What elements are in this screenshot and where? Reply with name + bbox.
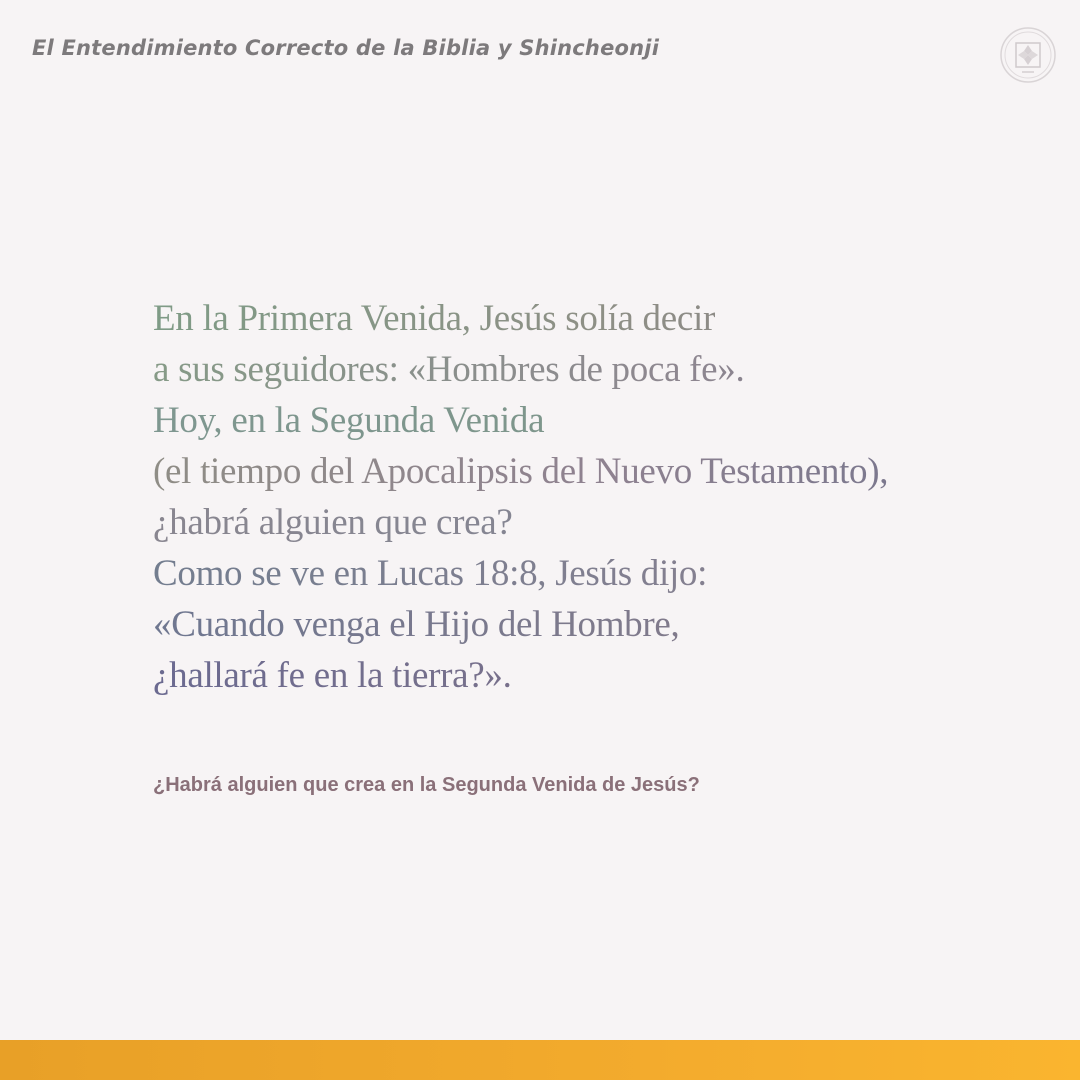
main-message xyxy=(153,293,1033,701)
subtitle-question: ¿Habrá alguien que crea en la Segunda Venida de Jesús? xyxy=(153,774,700,796)
bottom-accent-bar xyxy=(0,1040,1080,1080)
shincheonji-seal-icon xyxy=(1000,27,1056,83)
message-line: Hoy, en la Segunda Venida xyxy=(153,395,1033,446)
message-line: En la Primera Venida, Jesús solía decir xyxy=(153,293,1033,344)
message-line: (el tiempo del Apocalipsis del Nuevo Testamento), xyxy=(153,446,1033,497)
message-line: ¿habrá alguien que crea? xyxy=(153,497,1033,548)
message-line: «Cuando venga el Hijo del Hombre, xyxy=(153,599,1033,650)
message-line: Como se ve en Lucas 18:8, Jesús dijo: xyxy=(153,548,1033,599)
message-line: ¿hallará fe en la tierra?». xyxy=(153,650,1033,701)
message-line: a sus seguidores: «Hombres de poca fe». xyxy=(153,344,1033,395)
header-title: El Entendimiento Correcto de la Biblia y Shincheonji xyxy=(32,36,660,60)
